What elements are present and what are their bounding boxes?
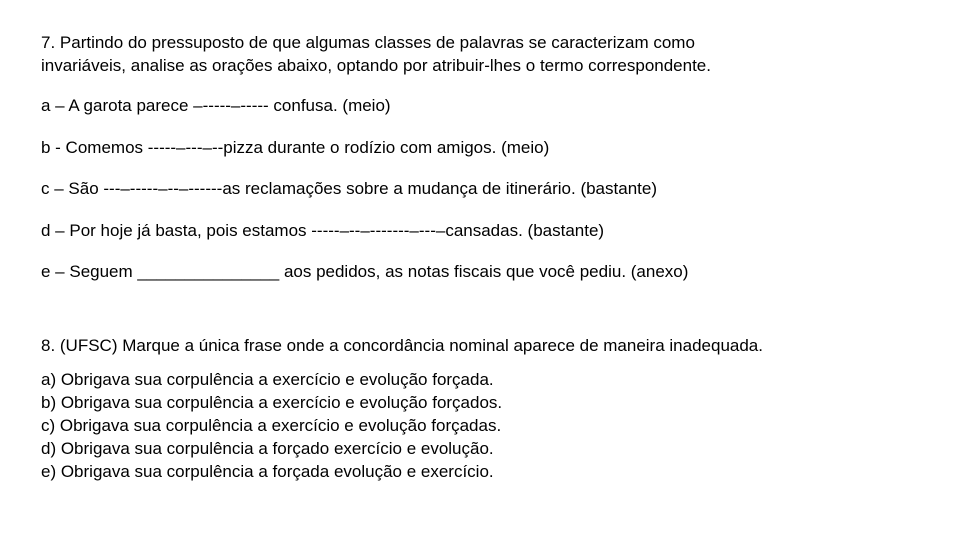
option-d: d) Obrigava sua corpulência a forçado exercício e evolução. — [41, 439, 494, 458]
question-7-line-2: invariáveis, analise as orações abaixo, optando por atribuir-lhes o termo correspondente. — [41, 56, 711, 75]
question-8: 8. (UFSC) Marque a única frase onde a concordância nominal aparece de maneira inadequada. — [41, 336, 763, 355]
item-d: d – Por hoje já basta, pois estamos -----–--–-------–---–cansadas. (bastante) — [41, 221, 605, 240]
option-c: c) Obrigava sua corpulência a exercício e evolução forçadas. — [41, 416, 502, 435]
item-e: e – Seguem _______________ aos pedidos, as notas fiscais que você pediu. (anexo) — [41, 262, 689, 281]
option-b: b) Obrigava sua corpulência a exercício e evolução forçados. — [41, 393, 503, 412]
item-b: b - Comemos -----–---–--pizza durante o rodízio com amigos. (meio) — [41, 138, 550, 157]
question-7-line-1: 7. Partindo do pressuposto de que algumas classes de palavras se caracterizam como — [41, 33, 695, 52]
item-a: a – A garota parece –-----–----- confusa. (meio) — [41, 96, 391, 115]
item-c: c – São ---–-----–--–------as reclamações sobre a mudança de itinerário. (bastante) — [41, 179, 657, 198]
question-7 — [41, 31, 941, 77]
option-e: e) Obrigava sua corpulência a forçada evolução e exercício. — [41, 462, 494, 481]
question-8-options — [41, 368, 502, 483]
option-a: a) Obrigava sua corpulência a exercício e evolução forçada. — [41, 370, 494, 389]
